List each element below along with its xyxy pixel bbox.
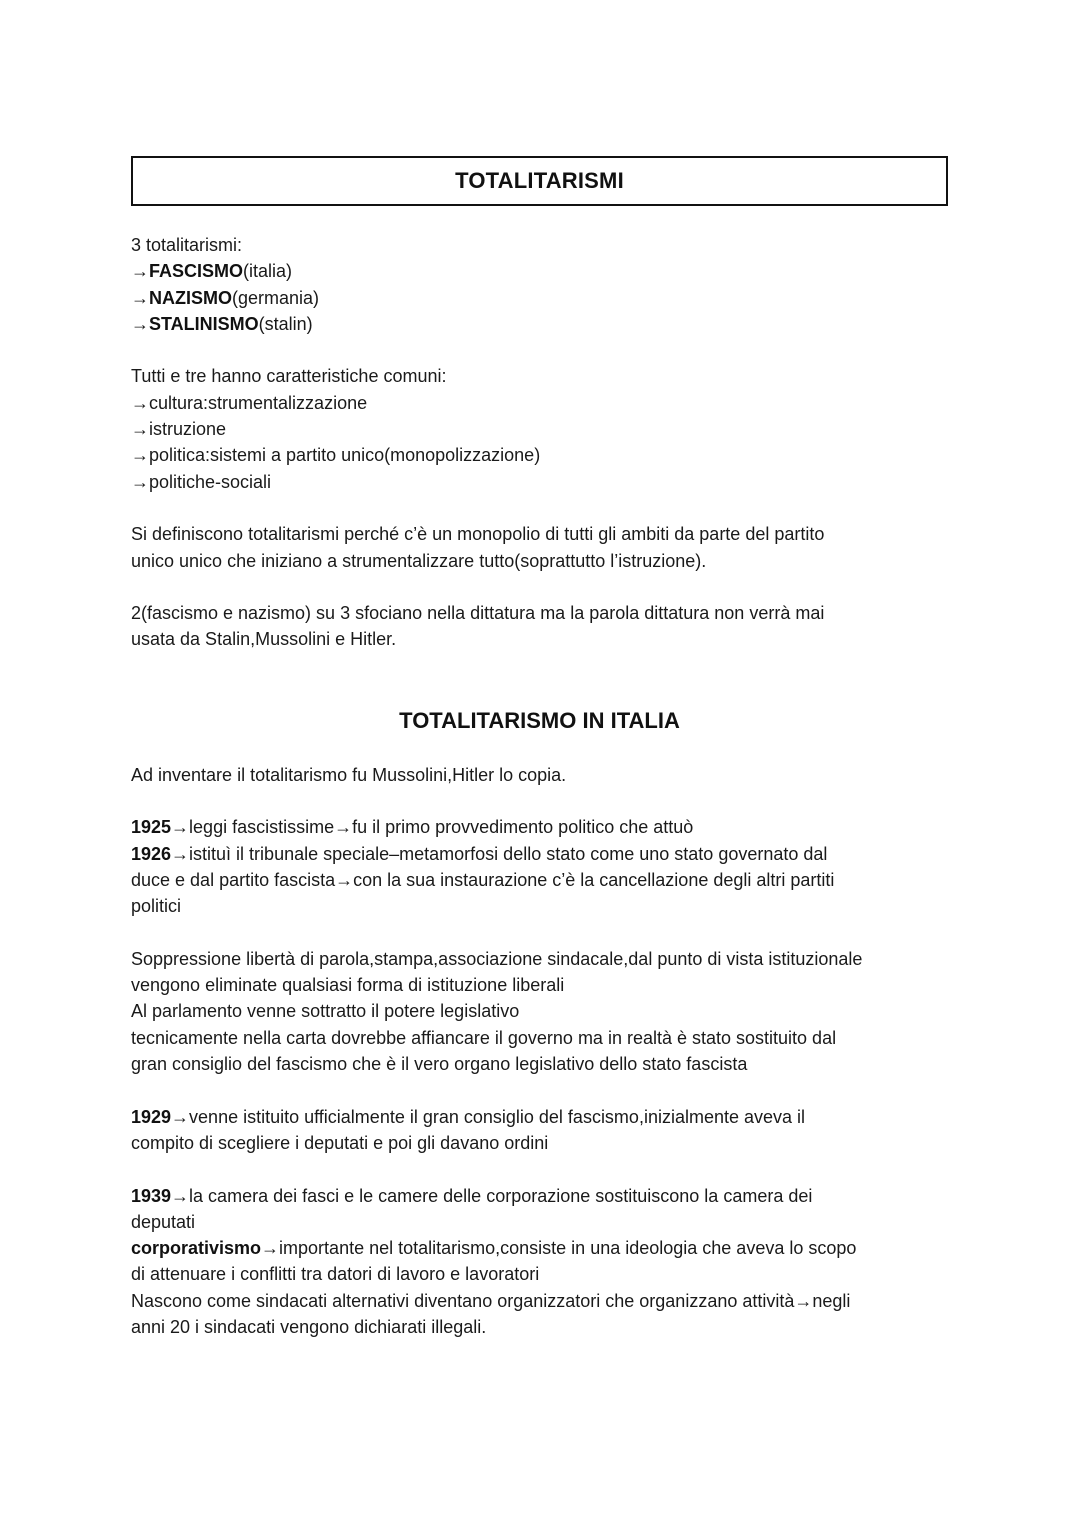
paragraph-line: Nascono come sindacati alternativi diventano organizzatori che organizzano attività→negli (131, 1290, 851, 1311)
section-italia (131, 762, 948, 1341)
year-entry-1939: 1939→la camera dei fasci e le camere delle corporazione sostituiscono la camera dei (131, 1185, 813, 1206)
section-heading-italia: TOTALITARISMO IN ITALIA (399, 707, 680, 733)
year-entry-1926: 1926→istituì il tribunale speciale–metamorfosi dello stato come uno stato governato dal (131, 843, 828, 864)
corporativismo-entry: corporativismo→importante nel totalitarismo,consiste in una ideologia che aveva lo scopo (131, 1238, 857, 1259)
paragraph-line: politici (131, 896, 182, 917)
list-item: →STALINISMO(stalin) (131, 313, 313, 334)
paragraph-line: tecnicamente nella carta dovrebbe affiancare il governo ma in realtà è stato sostituito dal (131, 1027, 837, 1048)
paragraph-line: Al parlamento venne sottratto il potere legislativo (131, 1001, 520, 1022)
year-entry-1925: 1925→leggi fascistissime→fu il primo provvedimento politico che attuò (131, 817, 694, 838)
paragraph-line: 2(fascismo e nazismo) su 3 sfociano nella dittatura ma la parola dittatura non verrà mai (131, 603, 825, 624)
paragraph-line: duce e dal partito fascista→con la sua instaurazione c’è la cancellazione degli altri partiti (131, 869, 835, 890)
paragraph-line: unico unico che iniziano a strumentalizzare tutto(soprattutto l’istruzione). (131, 550, 707, 571)
document-page (131, 156, 948, 1340)
paragraph-line: Soppressione libertà di parola,stampa,associazione sindacale,dal punto di vista istituzionale (131, 948, 863, 969)
paragraph-line: di attenuare i conflitti tra datori di lavoro e lavoratori (131, 1264, 540, 1285)
section-totalitarismi (131, 232, 948, 653)
list-item: →politica:sistemi a partito unico(monopolizzazione) (131, 445, 541, 466)
list-item: →NAZISMO(germania) (131, 287, 320, 308)
document-title: TOTALITARISMI (455, 168, 624, 193)
paragraph-line: deputati (131, 1211, 196, 1232)
common-intro: Tutti e tre hanno caratteristiche comuni: (131, 366, 447, 387)
paragraph-line: anni 20 i sindacati vengono dichiarati illegali. (131, 1316, 487, 1337)
paragraph-line: Ad inventare il totalitarismo fu Mussolini,Hitler lo copia. (131, 764, 567, 785)
list-item: →politiche-sociali (131, 471, 272, 492)
paragraph-line: compito di scegliere i deputati e poi gli davano ordini (131, 1132, 549, 1153)
intro-line: 3 totalitarismi: (131, 235, 243, 255)
list-item: →istruzione (131, 419, 227, 440)
list-item: →cultura:strumentalizzazione (131, 392, 368, 413)
paragraph-line: usata da Stalin,Mussolini e Hitler. (131, 629, 397, 650)
paragraph-line: vengono eliminate qualsiasi forma di istituzione liberali (131, 975, 565, 996)
paragraph-line: Si definiscono totalitarismi perché c’è un monopolio di tutti gli ambiti da parte del partito (131, 524, 825, 545)
list-item: →FASCISMO(italia) (131, 261, 293, 282)
year-entry-1929: 1929→venne istituito ufficialmente il gran consiglio del fascismo,inizialmente aveva il (131, 1106, 806, 1127)
paragraph-line: gran consiglio del fascismo che è il vero organo legislativo dello stato fascista (131, 1054, 748, 1075)
title-box (131, 156, 948, 206)
